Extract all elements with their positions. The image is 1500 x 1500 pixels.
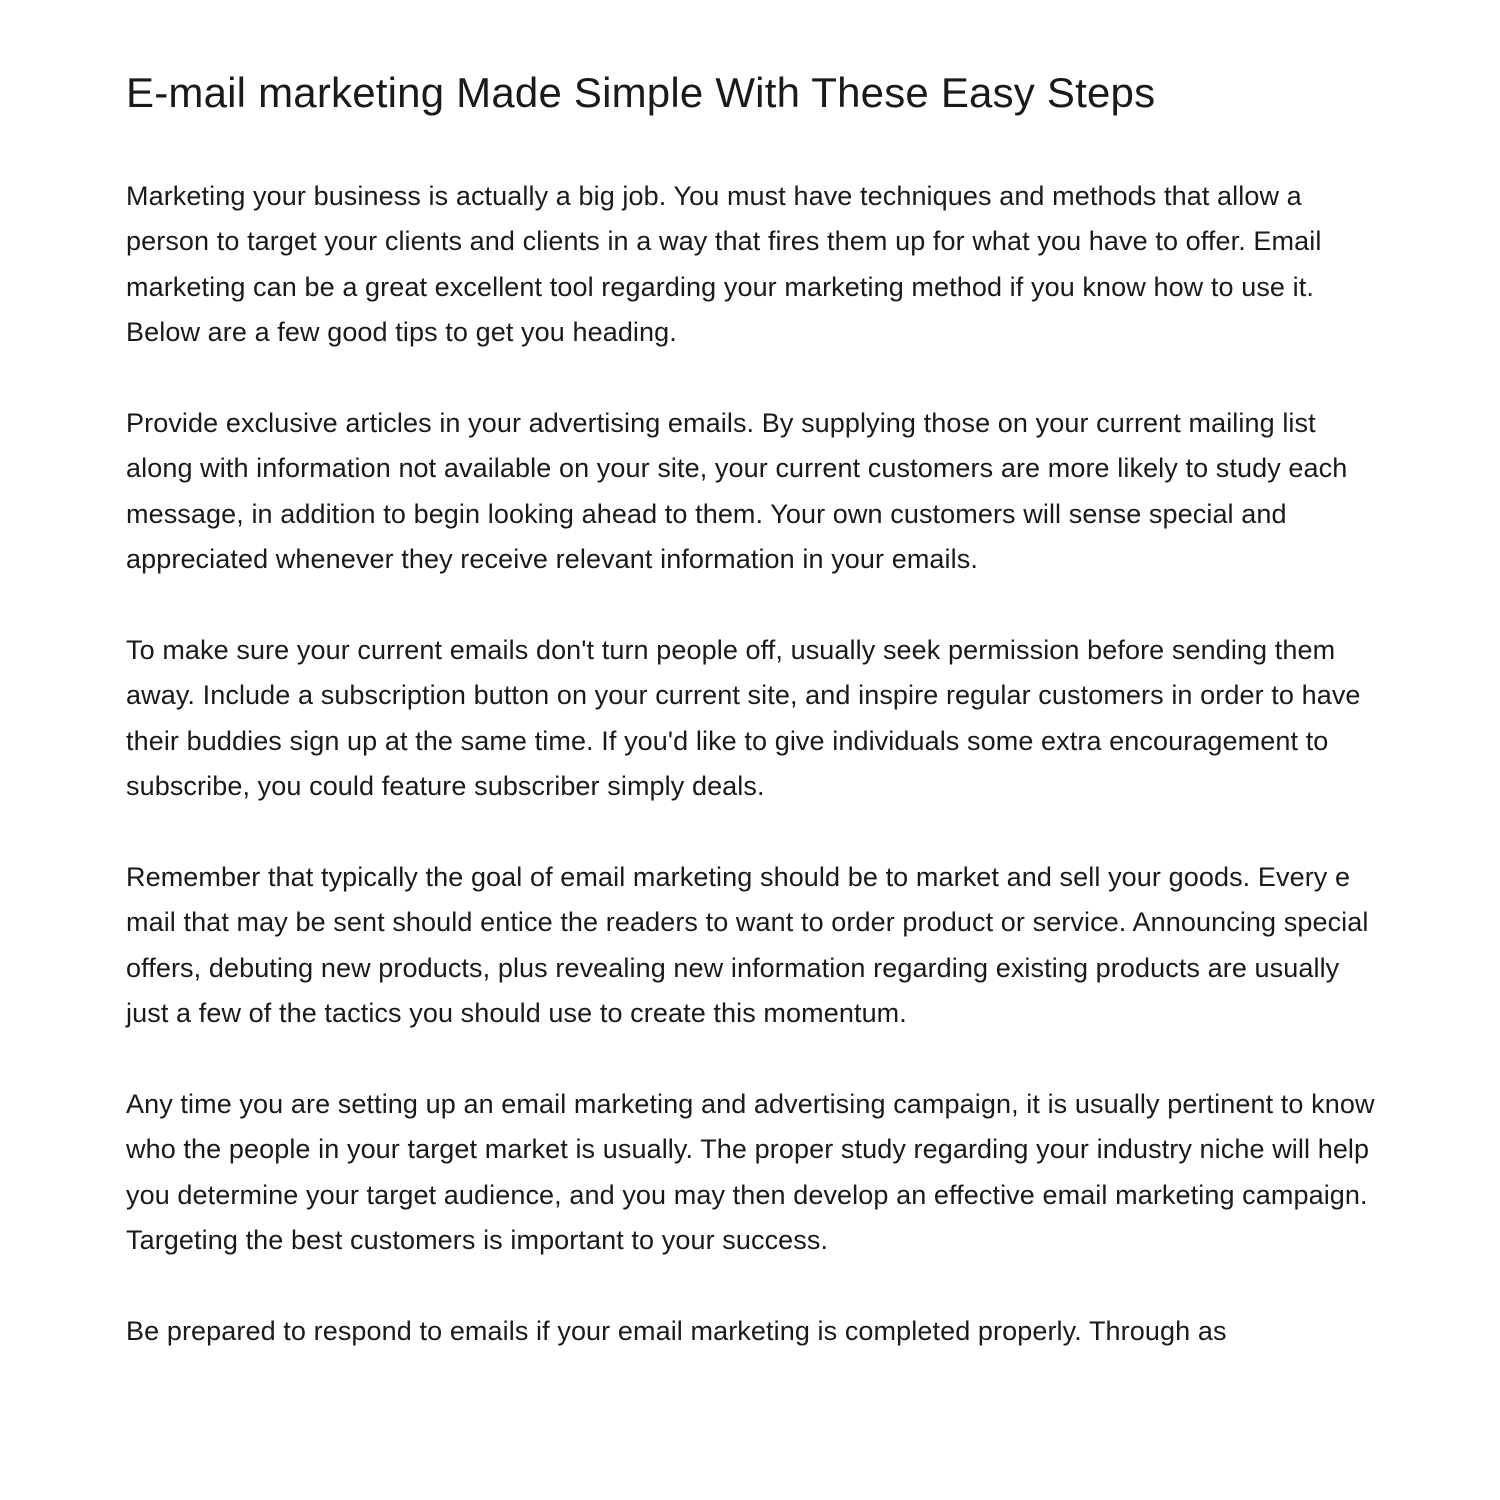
document-content (126, 66, 1376, 1354)
document-title: E-mail marketing Made Simple With These Easy Steps (126, 69, 1156, 116)
paragraph-target-market: Any time you are setting up an email marketing and advertising campaign, it is usually pertinent to know who the people in your target market is usually. The proper study regarding your industry niche will help you determine your target audience, and you may then develop an effective email marketing campaign. Targeting the best customers is important to your success. (126, 1089, 1375, 1256)
paragraph-exclusive-articles: Provide exclusive articles in your advertising emails. By supplying those on your current mailing list along with information not available on your site, your current customers are more likely to study each message, in addition to begin looking ahead to them. Your own customers will sense special and appreciated whenever they receive relevant information in your emails. (126, 408, 1348, 575)
paragraph-seek-permission: To make sure your current emails don't turn people off, usually seek permission before sending them away. Include a subscription button on your current site, and inspire regular customers in order to have their buddies sign up at the same time. If you'd like to give individuals some extra encouragement to subscribe, you could feature subscriber simply deals. (126, 635, 1361, 802)
paragraph-goal: Remember that typically the goal of email marketing should be to market and sell your goods. Every e mail that may be sent should entice the readers to want to order product or service. Announcing special offers, debuting new products, plus revealing new information regarding existing products are usually just a few of the tactics you should use to create this momentum. (126, 862, 1369, 1029)
paragraph-intro: Marketing your business is actually a big job. You must have techniques and methods that allow a person to target your clients and clients in a way that fires them up for what you have to offer. Email marketing can be a great excellent tool regarding your marketing method if you know how to use it. Below are a few good tips to get you heading. (126, 181, 1322, 348)
paragraph-respond-emails: Be prepared to respond to emails if your email marketing is completed properly. Through as (126, 1316, 1227, 1347)
